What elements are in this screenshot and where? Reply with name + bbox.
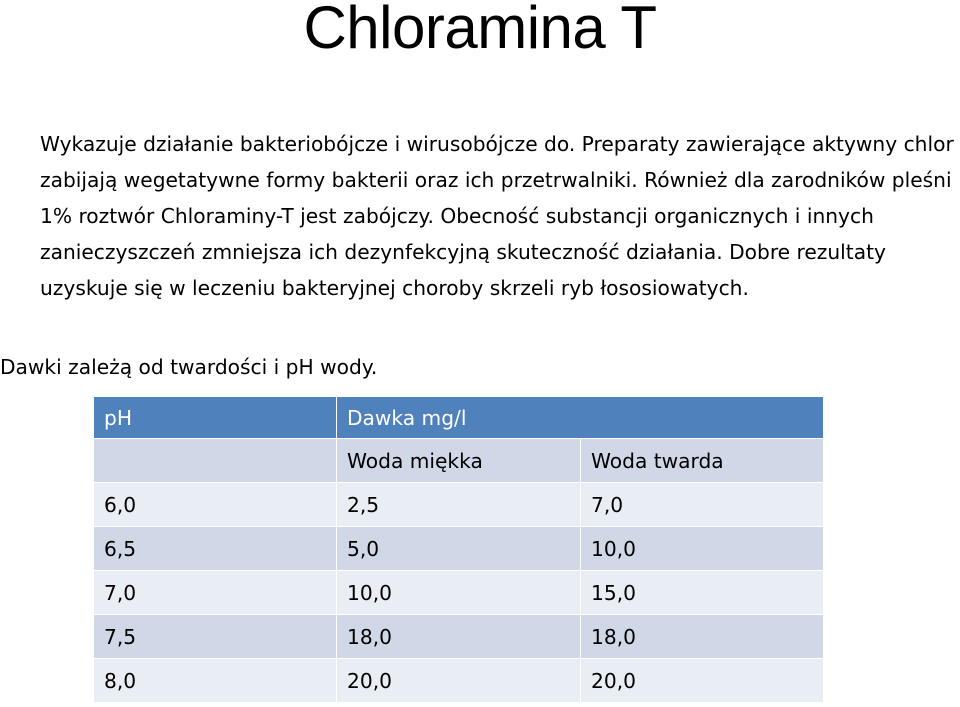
- cell-hard: 20,0: [581, 659, 824, 703]
- header-dose: Dawka mg/l: [337, 397, 824, 439]
- table-header-row: [94, 397, 824, 439]
- cell-hard: 15,0: [581, 571, 824, 615]
- cell-ph: 8,0: [94, 659, 337, 703]
- cell-hard: 18,0: [581, 615, 824, 659]
- dose-table: [93, 396, 824, 703]
- header-ph: pH: [94, 397, 337, 439]
- table-row: [94, 571, 824, 615]
- table-row: [94, 615, 824, 659]
- cell-ph: 6,5: [94, 527, 337, 571]
- cell-ph: 7,5: [94, 615, 337, 659]
- cell-soft: 18,0: [337, 615, 581, 659]
- cell-hard: 10,0: [581, 527, 824, 571]
- dose-note: Dawki zależą od twardości i pH wody.: [0, 355, 378, 379]
- cell-soft: 2,5: [337, 483, 581, 527]
- table-row: [94, 659, 824, 703]
- subheader-empty: [94, 439, 337, 483]
- table-subheader-row: [94, 439, 824, 483]
- subheader-hard-water: Woda twarda: [581, 439, 824, 483]
- cell-hard: 7,0: [581, 483, 824, 527]
- cell-soft: 5,0: [337, 527, 581, 571]
- subheader-soft-water: Woda miękka: [337, 439, 581, 483]
- cell-soft: 10,0: [337, 571, 581, 615]
- table-row: [94, 483, 824, 527]
- cell-ph: 6,0: [94, 483, 337, 527]
- page-title: Chloramina T: [303, 0, 657, 61]
- cell-ph: 7,0: [94, 571, 337, 615]
- cell-soft: 20,0: [337, 659, 581, 703]
- table-row: [94, 527, 824, 571]
- description-paragraph: Wykazuje działanie bakteriobójcze i wirusobójcze do. Preparaty zawierające aktywny chlor zabijają wegetatywne formy bakterii oraz ich przetrwalniki. Również dla zarodników pleśni 1% roztwór Chloraminy-T jest zabójczy. Obecność substancji organicznych i innych zanieczyszczeń zmniejsza ich dezynfekcyjną skuteczność działania. Dobre rezultaty uzyskuje się w leczeniu bakteryjnej choroby skrzeli ryb łososiowatych.: [40, 132, 954, 300]
